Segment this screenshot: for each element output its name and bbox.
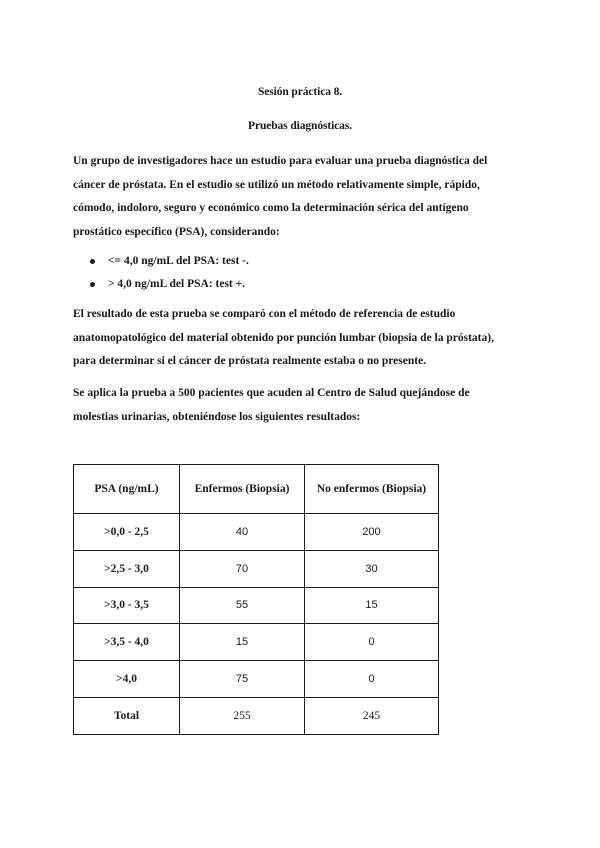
document-title: Sesión práctica 8. [257,86,343,98]
no-enfermos-cell: 200 [305,514,439,551]
enfermos-cell: 70 [180,550,305,587]
sample-paragraph [73,382,523,429]
intro-line: cómodo, indoloro, seguro y económico como la determinación sérica del antígeno [73,202,469,214]
psa-range-cell: >3,0 - 3,5 [74,587,180,624]
table-row [74,587,439,624]
criteria-text: > 4,0 ng/mL del PSA: test +. [108,278,246,290]
intro-line: Un grupo de investigadores hace un estudio para evaluar una prueba diagnóstica del [73,155,488,167]
psa-range-cell: >0,0 - 2,5 [74,514,180,551]
enfermos-cell: 40 [180,514,305,551]
comparison-paragraph [73,303,523,374]
total-enfermos-cell: 255 [180,697,305,734]
intro-line: cáncer de próstata. En el estudio se utilizó un método relativamente simple, rápido, [73,178,480,191]
table-row [74,514,439,551]
criteria-item [90,273,249,296]
header-enfermos: Enfermos (Biopsia) [180,465,305,514]
criteria-list [90,250,249,296]
intro-line: prostático específico (PSA), considerando: [73,225,280,238]
results-table [73,464,439,735]
table-row [74,624,439,661]
document-subtitle: Pruebas diagnósticas. [248,120,352,132]
no-enfermos-cell: 15 [305,587,439,624]
criteria-text: <= 4,0 ng/mL del PSA: test -. [108,255,249,267]
table-header-row [74,465,439,514]
sample-line: molestias urinarias, obteniéndose los siguientes resultados: [73,410,361,423]
enfermos-cell: 75 [180,661,305,698]
header-no-enfermos: No enfermos (Biopsia) [305,465,439,514]
table-row [74,550,439,587]
no-enfermos-cell: 0 [305,661,439,698]
no-enfermos-cell: 0 [305,624,439,661]
psa-range-cell: >2,5 - 3,0 [74,550,180,587]
bullet-icon [90,259,95,264]
comparison-line: anatomopatológico del material obtenido por punción lumbar (biopsia de la próstata), [73,331,494,344]
total-no-enfermos-cell: 245 [305,697,439,734]
total-label-cell: Total [74,697,180,734]
psa-range-cell: >4,0 [74,661,180,698]
table-total-row [74,697,439,734]
enfermos-cell: 15 [180,624,305,661]
intro-paragraph [73,150,523,244]
header-psa: PSA (ng/mL) [74,465,180,514]
enfermos-cell: 55 [180,587,305,624]
psa-range-cell: >3,5 - 4,0 [74,624,180,661]
comparison-line: para determinar si el cáncer de próstata realmente estaba o no presente. [73,355,427,367]
comparison-line: El resultado de esta prueba se comparó con el método de referencia de estudio [73,308,456,320]
criteria-item [90,250,249,273]
bullet-icon [90,282,95,287]
no-enfermos-cell: 30 [305,550,439,587]
table-row [74,661,439,698]
sample-line: Se aplica la prueba a 500 pacientes que acuden al Centro de Salud quejándose de [73,387,470,399]
